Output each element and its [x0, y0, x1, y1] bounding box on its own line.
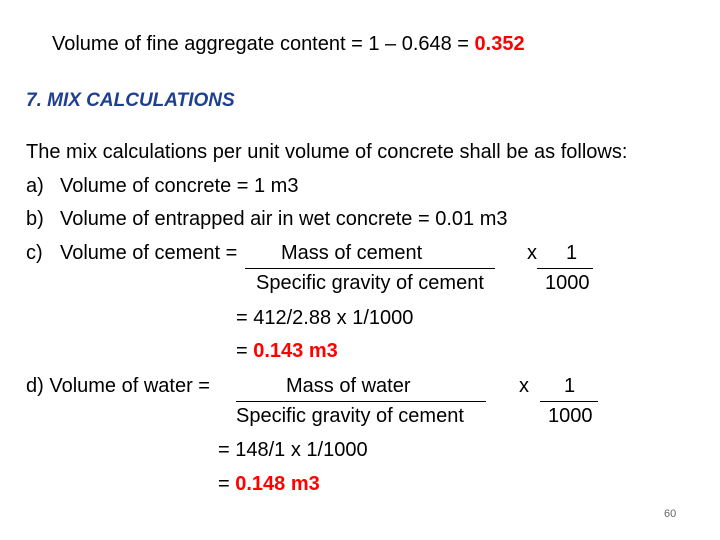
item-c-factor-denominator: 1000 [545, 272, 590, 294]
item-d-times: x [519, 375, 529, 397]
fine-aggregate-line [52, 32, 525, 56]
page-number: 60 [664, 508, 677, 520]
item-a-text: Volume of concrete = 1 m3 [60, 175, 299, 197]
item-d-result-value: 0.148 m3 [235, 473, 320, 495]
fine-aggregate-text: Volume of fine aggregate content = 1 – 0.648 = [52, 33, 475, 55]
intro-text: The mix calculations per unit volume of concrete shall be as follows: [26, 141, 628, 163]
item-c-fraction-bar [245, 268, 495, 269]
item-d-factor-numerator: 1 [564, 375, 576, 397]
item-c-step: = 412/2.88 x 1/1000 [236, 307, 414, 329]
fine-aggregate-value: 0.352 [474, 33, 525, 55]
item-a-marker: a) [26, 175, 44, 197]
item-d-result [218, 472, 320, 496]
item-c-numerator: Mass of cement [281, 242, 423, 264]
item-c-factor-bar [537, 268, 593, 269]
item-d-result-prefix: = [218, 473, 236, 495]
item-d-factor-bar [540, 401, 598, 402]
item-d-numerator: Mass of water [286, 375, 411, 397]
item-b-marker: b) [26, 208, 44, 230]
item-b-text: Volume of entrapped air in wet concrete = 0.01 m3 [60, 208, 508, 230]
item-d-factor-denominator: 1000 [548, 405, 593, 427]
item-c-marker: c) [26, 242, 43, 264]
item-d-fraction-bar [236, 401, 486, 402]
item-d-step: = 148/1 x 1/1000 [218, 439, 368, 461]
item-c-denominator: Specific gravity of cement [256, 272, 484, 294]
item-c-result [236, 339, 338, 363]
item-c-factor-numerator: 1 [566, 242, 578, 264]
item-d-denominator: Specific gravity of cement [236, 405, 464, 427]
item-d-lhs: d) Volume of water = [26, 375, 210, 397]
item-c-times: x [527, 242, 537, 264]
section-heading: 7. MIX CALCULATIONS [26, 90, 235, 111]
item-c-result-prefix: = [236, 340, 254, 362]
item-c-result-value: 0.143 m3 [253, 340, 338, 362]
item-c-lhs: Volume of cement = [60, 242, 238, 264]
